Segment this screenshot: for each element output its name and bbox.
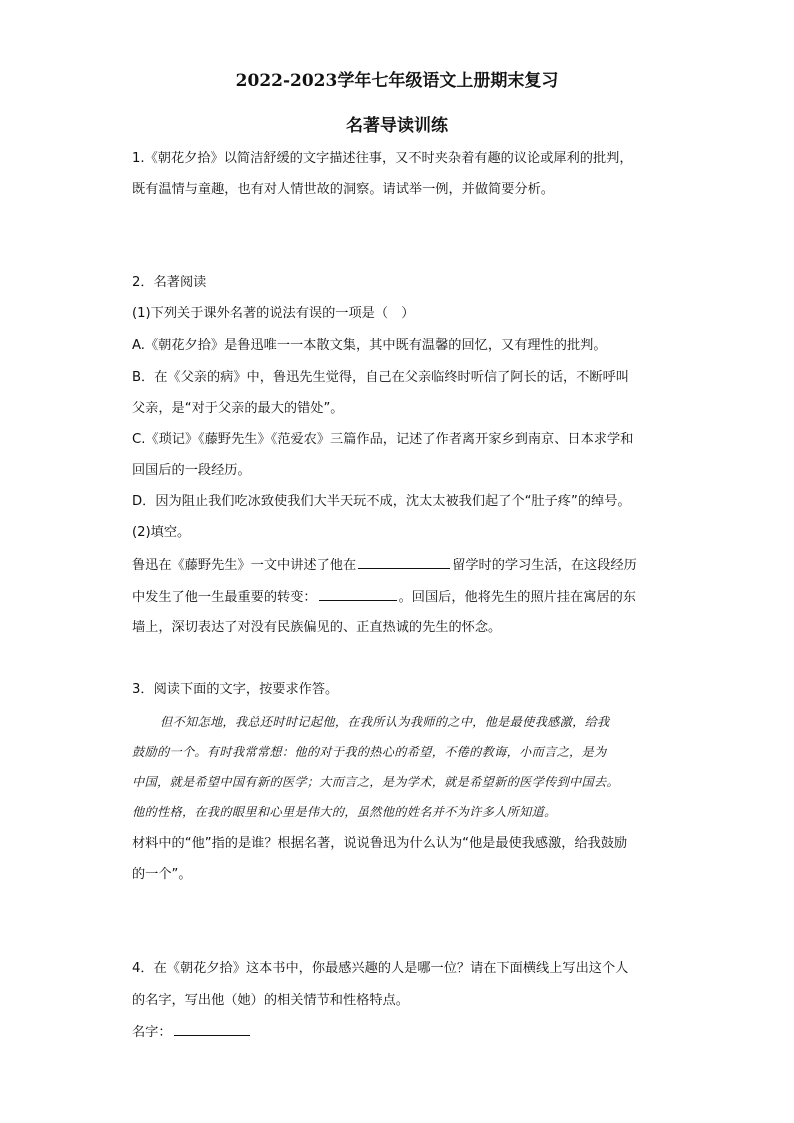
q2-part1-prompt: (1)下列关于课外名著的说法有误的一项是（ ） xyxy=(132,306,415,321)
q1-line-1: 1.《朝花夕拾》以简洁舒缓的文字描述往事，又不时夹杂着有趣的议论或犀利的批判， xyxy=(132,151,633,166)
q4-name-row xyxy=(132,1023,672,1042)
q4-name-label: 名字： xyxy=(132,1025,172,1040)
q2-option-a: A.《朝花夕拾》是鲁迅唯一一本散文集，其中既有温馨的回忆，又有理性的批判。 xyxy=(132,338,607,353)
q2-fill-line-3: 墙上，深切表达了对没有民族偏见的、正直热诚的先生的怀念。 xyxy=(132,620,502,635)
q2-part2-prompt: (2)填空。 xyxy=(132,525,191,540)
q2-fill-text-2b: 。回国后，他将先生的照片挂在寓居的东 xyxy=(398,590,636,605)
q3-material-line-3: 中国，就是希望中国有新的医学；大而言之，是为学术，就是希望新的医学传到中国去。 xyxy=(132,775,620,789)
answer-blank-name[interactable] xyxy=(174,1023,250,1036)
q4-line-2: 的名字，写出他（她）的相关情节和性格特点。 xyxy=(132,993,409,1008)
q2-option-c-line-2: 回国后的一段经历。 xyxy=(132,463,251,478)
answer-blank-change[interactable] xyxy=(319,588,397,601)
q2-fill-line-2 xyxy=(132,588,672,607)
q2-option-d: D．因为阻止我们吃冰致使我们大半天玩不成，沈太太被我们起了个“肚子疼”的绰号。 xyxy=(132,494,631,509)
q3-heading: 3．阅读下面的文字，按要求作答。 xyxy=(132,682,339,697)
q2-option-b-line-1: B．在《父亲的病》中，鲁迅先生觉得，自己在父亲临终时听信了阿长的话，不断呼叫 xyxy=(132,370,629,385)
q2-option-c-line-1: C.《琐记》《藤野先生》《范爱农》三篇作品，记述了作者离开家乡到南京、日本求学和 xyxy=(132,432,634,447)
q4-line-1: 4．在《朝花夕拾》这本书中，你最感兴趣的人是哪一位？请在下面横线上写出这个人 xyxy=(132,961,629,976)
q3-question-line-2: 的一个”。 xyxy=(132,867,192,882)
q2-option-b-line-2: 父亲，是“对于父亲的最大的错处”。 xyxy=(132,401,344,416)
q3-question-line-1: 材料中的“他”指的是谁？根据名著，说说鲁迅为什么认为“他是最使我感激，给我鼓励 xyxy=(132,836,628,851)
q2-fill-text-2a: 中发生了他一生最重要的转变： xyxy=(132,590,317,605)
answer-blank-country[interactable] xyxy=(358,556,450,569)
document-subtitle: 名著导读训练 xyxy=(346,116,448,136)
document-title: 2022-2023学年七年级语文上册期末复习 xyxy=(235,71,559,91)
q2-fill-text-1b: 留学时的学习生活，在这段经历 xyxy=(452,558,637,573)
q1-line-2: 既有温情与童趣，也有对人情世故的洞察。请试举一例，并做简要分析。 xyxy=(132,182,554,197)
q3-material-line-1: 但不知怎地，我总还时时记起他，在我所认为我师的之中，他是最使我感激，给我 xyxy=(160,715,610,729)
q2-fill-text-1a: 鲁迅在《藤野先生》一文中讲述了他在 xyxy=(132,558,357,573)
q3-material-line-4: 他的性格，在我的眼里和心里是伟大的，虽然他的姓名并不为许多人所知道。 xyxy=(132,805,557,819)
q3-material-line-2: 鼓励的一个。有时我常常想：他的对于我的热心的希望，不倦的教诲，小而言之，是为 xyxy=(132,745,607,759)
q2-fill-line-1 xyxy=(132,556,672,575)
q2-heading: 2．名著阅读 xyxy=(132,275,207,290)
